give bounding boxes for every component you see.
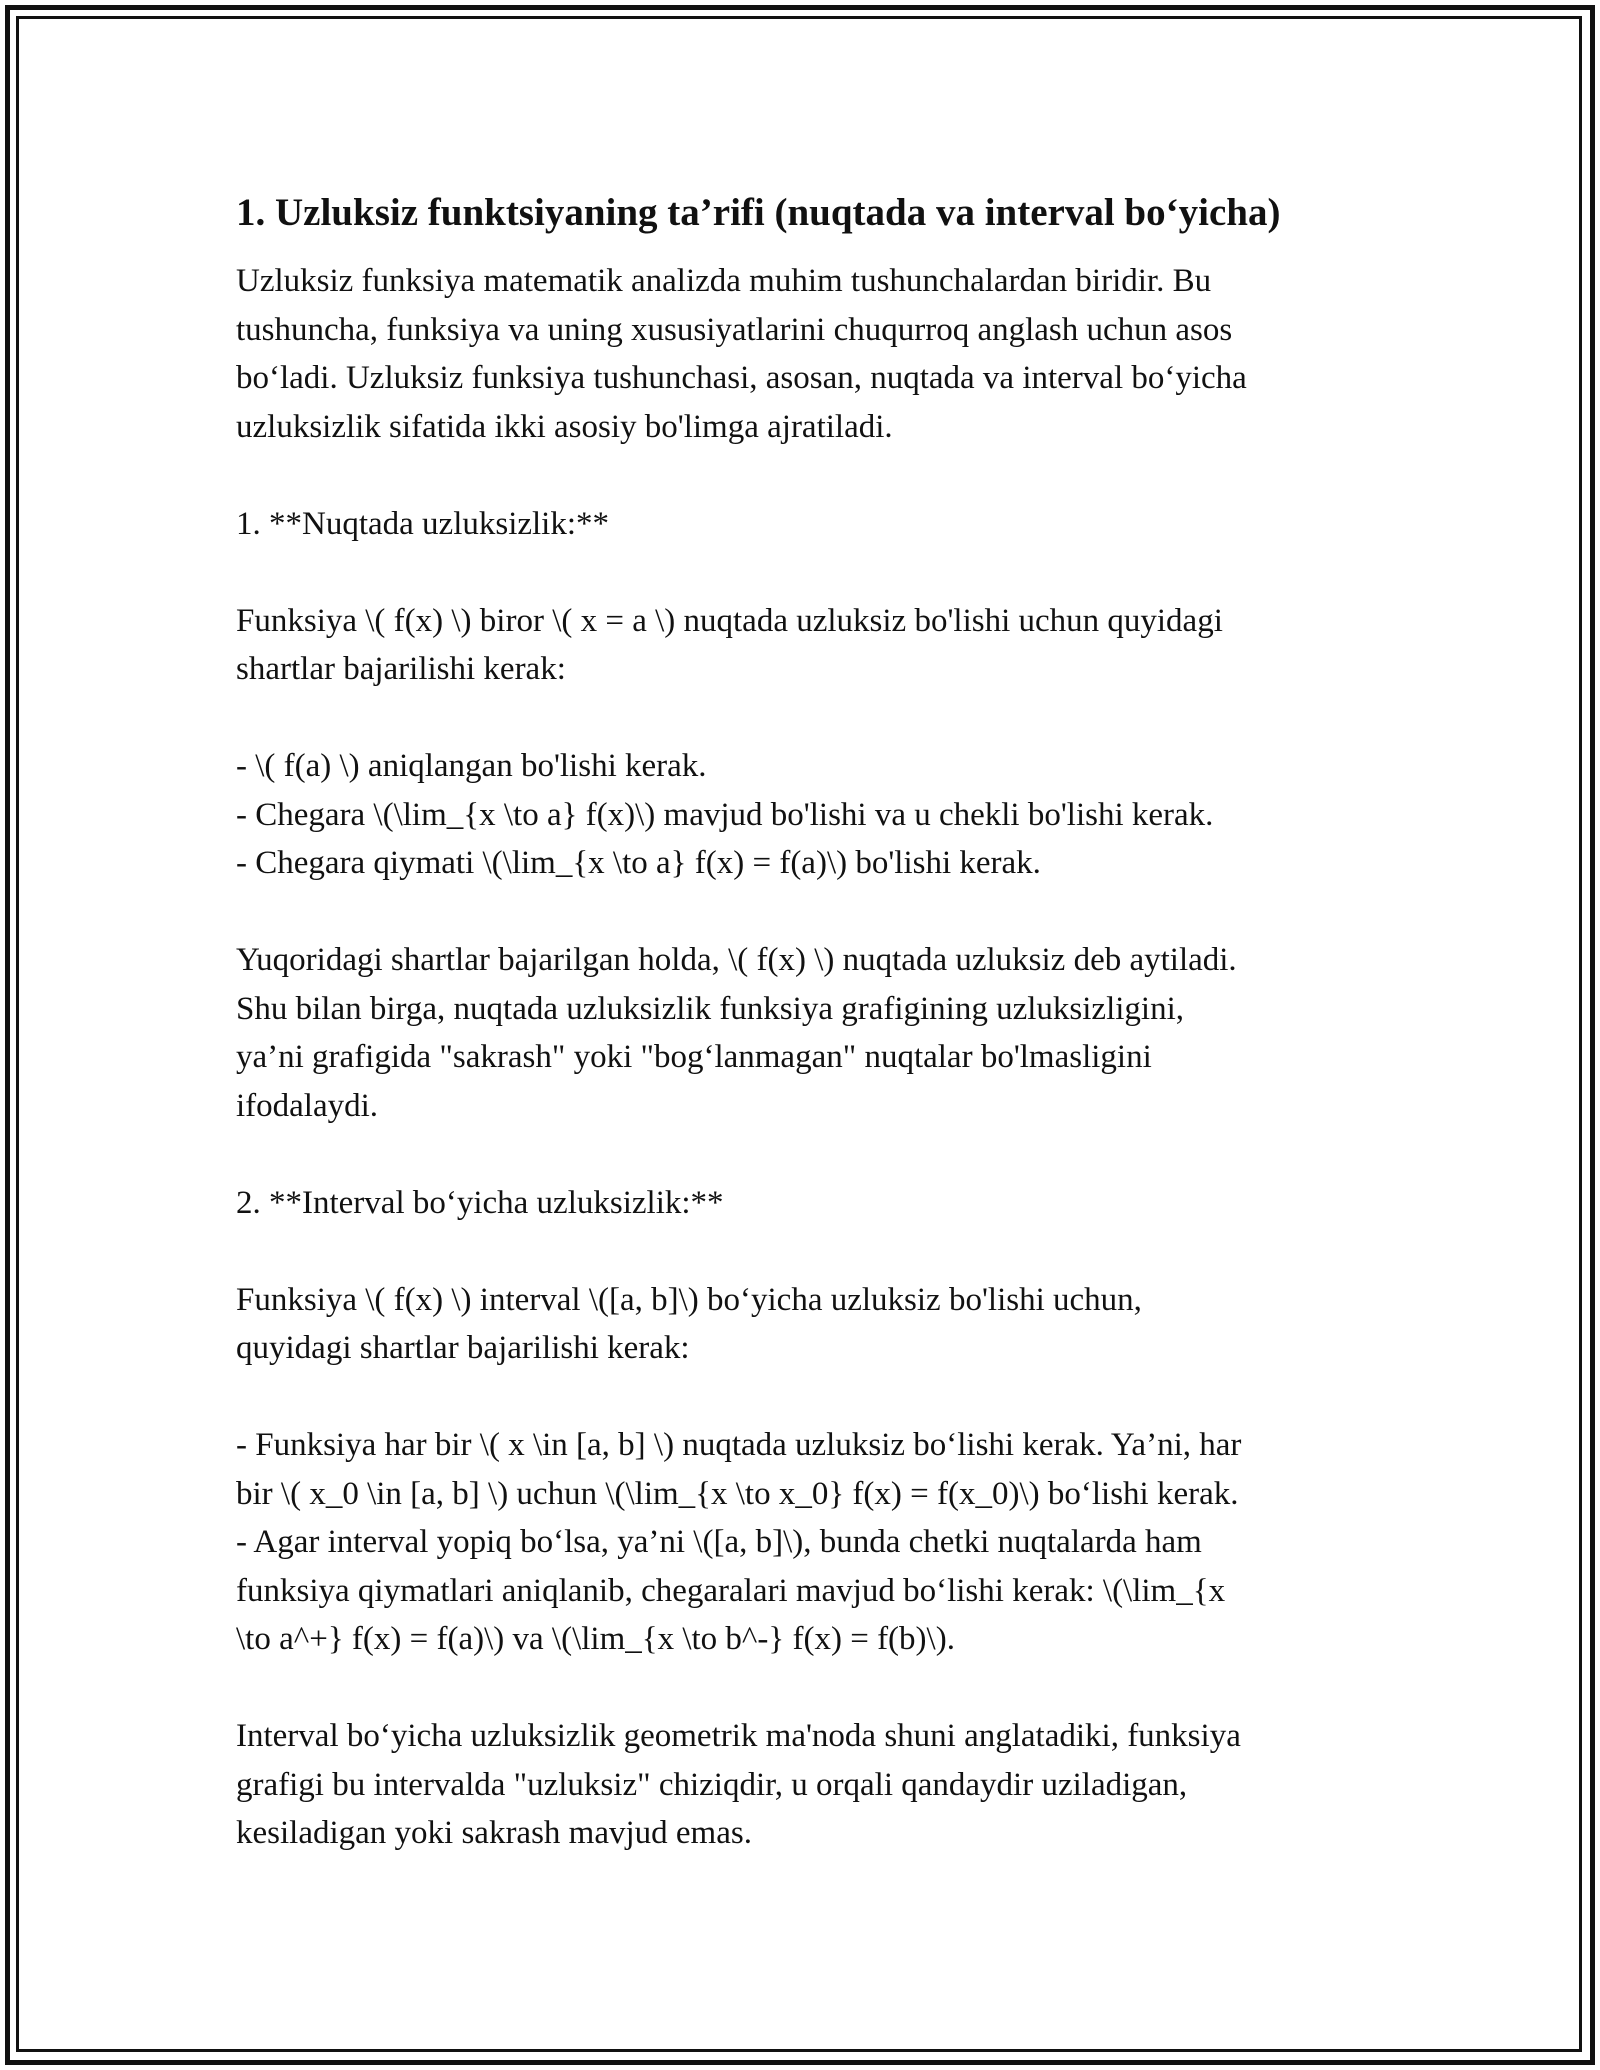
condition-item: - Chegara qiymati \(\lim_{x \to a} f(x) = f(a)\) bo'lishi kerak.	[236, 845, 1041, 881]
section-2	[236, 1179, 1386, 1858]
text-line: ifodalaydi.	[236, 1087, 379, 1124]
section-2-heading: 2. **Interval bo‘yicha uzluksizlik:**	[236, 1184, 724, 1221]
condition-item: - Funksiya har bir \( x \in [a, b] \) nuqtada uzluksiz bo‘lishi kerak. Ya’ni, har	[236, 1427, 1242, 1463]
text-line: Uzluksiz funksiya matematik analizda muhim tushunchalardan biridir. Bu	[236, 263, 1212, 299]
intro-paragraph	[236, 257, 1386, 451]
spacer	[236, 548, 1386, 597]
section-1-heading: 1. **Nuqtada uzluksizlik:**	[236, 505, 610, 542]
text-line: kesiladigan yoki sakrash mavjud emas.	[236, 1815, 752, 1851]
condition-item: - Chegara \(\lim_{x \to a} f(x)\) mavjud bo'lishi va u chekli bo'lishi kerak.	[236, 796, 1214, 833]
text-line: bo‘ladi. Uzluksiz funksiya tushunchasi, asosan, nuqtada va interval bo‘yicha	[236, 360, 1247, 396]
spacer	[236, 1373, 1386, 1422]
document-title: 1. Uzluksiz funktsiyaning ta’rifi (nuqtada va interval bo‘yicha)	[236, 191, 1281, 234]
text-line: Funksiya \( f(x) \) biror \( x = a \) nuqtada uzluksiz bo'lishi uchun quyidagi	[236, 602, 1223, 639]
text-line: Interval bo‘yicha uzluksizlik geometrik ma'noda shuni anglatadiki, funksiya	[236, 1718, 1241, 1754]
section-1	[236, 500, 1386, 1131]
spacer	[236, 694, 1386, 743]
text-line: quyidagi shartlar bajarilishi kerak:	[236, 1330, 690, 1366]
text-line: grafigi bu intervalda "uzluksiz" chiziqdir, u orqali qandaydir uziladigan,	[236, 1766, 1188, 1803]
document-page	[236, 183, 1386, 1858]
spacer	[236, 888, 1386, 937]
condition-item: bir \( x_0 \in [a, b] \) uchun \(\lim_{x \to x_0} f(x) = f(x_0)\) bo‘lishi kerak.	[236, 1475, 1239, 1512]
spacer	[236, 1227, 1386, 1276]
text-line: Funksiya \( f(x) \) interval \([a, b]\) bo‘yicha uzluksiz bo'lishi uchun,	[236, 1281, 1142, 1318]
spacer	[236, 1664, 1386, 1713]
text-line: ya’ni grafigida "sakrash" yoki "bog‘lanmagan" nuqtalar bo'lmasligini	[236, 1039, 1152, 1075]
condition-item: funksiya qiymatlari aniqlanib, chegaralari mavjud bo‘lishi kerak: \(\lim_{x	[236, 1572, 1226, 1609]
condition-item: - \( f(a) \) aniqlangan bo'lishi kerak.	[236, 748, 707, 784]
condition-item: \to a^+} f(x) = f(a)\) va \(\lim_{x \to b^-} f(x) = f(b)\).	[236, 1621, 955, 1657]
text-line: Yuqoridagi shartlar bajarilgan holda, \( f(x) \) nuqtada uzluksiz deb aytiladi.	[236, 942, 1237, 978]
condition-item: - Agar interval yopiq bo‘lsa, ya’ni \([a, b]\), bunda chetki nuqtalarda ham	[236, 1524, 1202, 1560]
spacer	[236, 1130, 1386, 1179]
text-line: uzluksizlik sifatida ikki asosiy bo'limga ajratiladi.	[236, 408, 893, 445]
text-line: Shu bilan birga, nuqtada uzluksizlik funksiya grafigining uzluksizligini,	[236, 990, 1184, 1027]
text-line: shartlar bajarilishi kerak:	[236, 651, 566, 687]
text-line: tushuncha, funksiya va uning xususiyatlarini chuqurroq anglash uchun asos	[236, 311, 1233, 348]
spacer	[236, 451, 1386, 500]
